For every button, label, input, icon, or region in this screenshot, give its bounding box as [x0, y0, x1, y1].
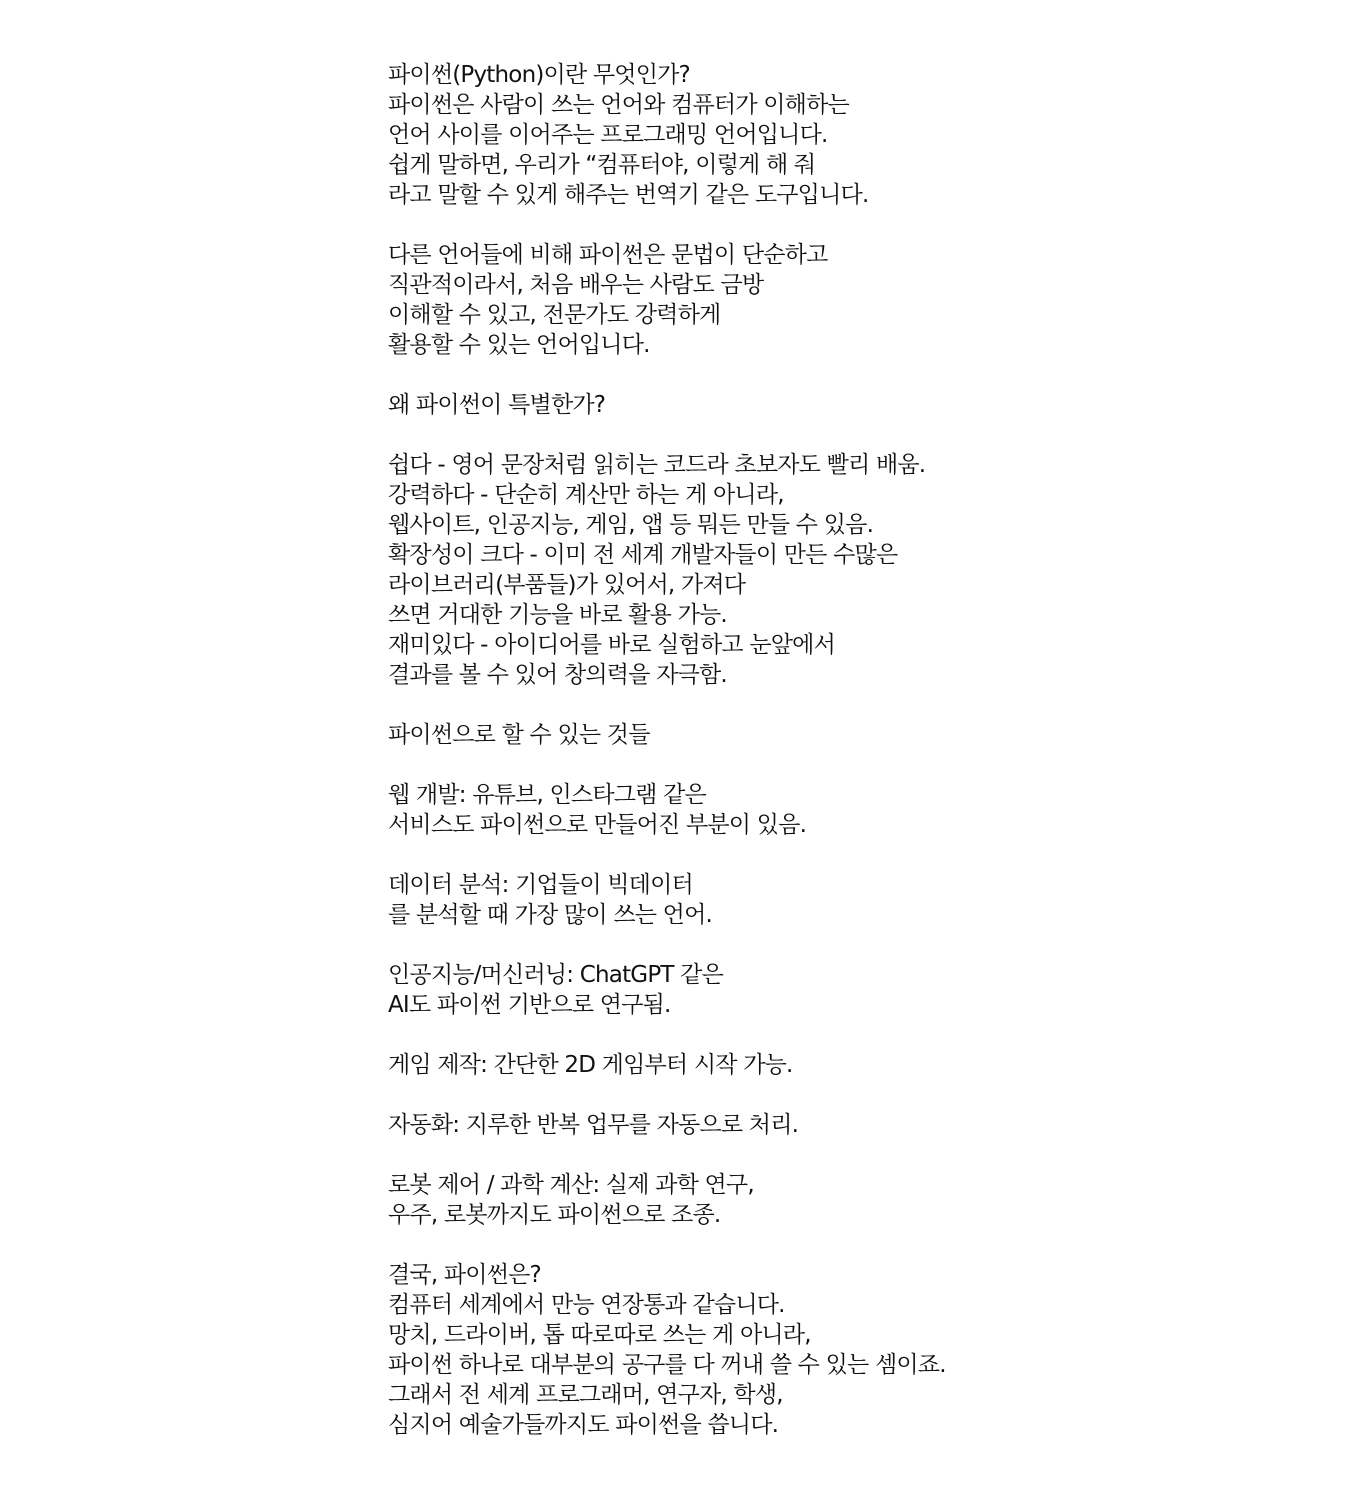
paragraph-line: 라고 말할 수 있게 해주는 번역기 같은 도구입니다. — [388, 182, 869, 208]
paragraph-line: 다른 언어들에 비해 파이썬은 문법이 단순하고 — [388, 242, 828, 268]
list-line: 강력하다 - 단순히 계산만 하는 게 아니라, — [388, 482, 784, 508]
paragraph-line: 활용할 수 있는 언어입니다. — [388, 332, 650, 358]
paragraph-line: 이해할 수 있고, 전문가도 강력하게 — [388, 302, 721, 328]
paragraph-line: 그래서 전 세계 프로그래머, 연구자, 학생, — [388, 1382, 783, 1408]
heading-what-you-can-do: 파이썬으로 할 수 있는 것들 — [388, 722, 650, 748]
paragraph-line: 게임 제작: 간단한 2D 게임부터 시작 가능. — [388, 1052, 793, 1078]
paragraph-line: 망치, 드라이버, 톱 따로따로 쓰는 게 아니라, — [388, 1322, 811, 1348]
document-body — [388, 60, 1348, 1440]
heading-why-special: 왜 파이썬이 특별한가? — [388, 392, 606, 418]
paragraph-line: 컴퓨터 세계에서 만능 연장통과 같습니다. — [388, 1292, 785, 1318]
blank-line — [388, 690, 1348, 720]
paragraph-line: 우주, 로봇까지도 파이썬으로 조종. — [388, 1202, 721, 1228]
paragraph-line: 웹 개발: 유튜브, 인스타그램 같은 — [388, 782, 706, 808]
paragraph-line: 파이썬 하나로 대부분의 공구를 다 꺼내 쓸 수 있는 셈이죠. — [388, 1352, 946, 1378]
blank-line — [388, 420, 1348, 450]
blank-line — [388, 1140, 1348, 1170]
paragraph-line: 언어 사이를 이어주는 프로그래밍 언어입니다. — [388, 122, 828, 148]
blank-line — [388, 1080, 1348, 1110]
paragraph-line: 심지어 예술가들까지도 파이썬을 씁니다. — [388, 1412, 779, 1438]
list-line: 라이브러리(부품들)가 있어서, 가져다 — [388, 572, 746, 598]
paragraph-line: 데이터 분석: 기업들이 빅데이터 — [388, 872, 693, 898]
paragraph-line: 파이썬은 사람이 쓰는 언어와 컴퓨터가 이해하는 — [388, 92, 849, 118]
paragraph-line: AI도 파이썬 기반으로 연구됨. — [388, 992, 671, 1018]
blank-line — [388, 840, 1348, 870]
paragraph-line: 쉽게 말하면, 우리가 “컴퓨터야, 이렇게 해 줘 — [388, 152, 816, 178]
blank-line — [388, 1020, 1348, 1050]
list-line: 재미있다 - 아이디어를 바로 실험하고 눈앞에서 — [388, 632, 835, 658]
paragraph-line: 자동화: 지루한 반복 업무를 자동으로 처리. — [388, 1112, 799, 1138]
blank-line — [388, 360, 1348, 390]
blank-line — [388, 750, 1348, 780]
heading-what-is-python: 파이썬(Python)이란 무엇인가? — [388, 62, 690, 88]
paragraph-line: 인공지능/머신러닝: ChatGPT 같은 — [388, 962, 723, 988]
list-line: 확장성이 크다 - 이미 전 세계 개발자들이 만든 수많은 — [388, 542, 898, 568]
list-line: 결과를 볼 수 있어 창의력을 자극함. — [388, 662, 727, 688]
paragraph-line: 를 분석할 때 가장 많이 쓰는 언어. — [388, 902, 713, 928]
list-line: 쓰면 거대한 기능을 바로 활용 가능. — [388, 602, 727, 628]
blank-line — [388, 930, 1348, 960]
paragraph-line: 서비스도 파이썬으로 만들어진 부분이 있음. — [388, 812, 807, 838]
paragraph-line: 직관적이라서, 처음 배우는 사람도 금방 — [388, 272, 764, 298]
heading-conclusion: 결국, 파이썬은? — [388, 1262, 541, 1288]
blank-line — [388, 1230, 1348, 1260]
list-line: 웹사이트, 인공지능, 게임, 앱 등 뭐든 만들 수 있음. — [388, 512, 874, 538]
list-line: 쉽다 - 영어 문장처럼 읽히는 코드라 초보자도 빨리 배움. — [388, 452, 926, 478]
blank-line — [388, 210, 1348, 240]
paragraph-line: 로봇 제어 / 과학 계산: 실제 과학 연구, — [388, 1172, 754, 1198]
